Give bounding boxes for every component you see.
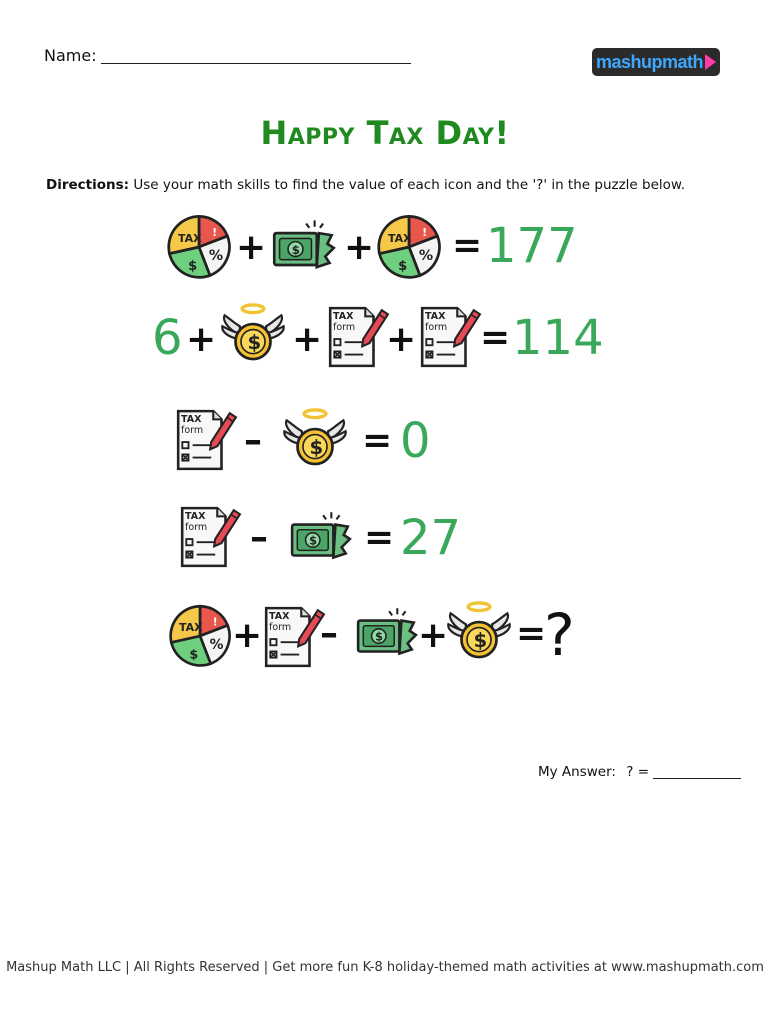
result-number: 0 <box>400 413 431 469</box>
form-label-tax: TAX <box>425 311 446 322</box>
tax-form-icon <box>324 304 390 370</box>
plus-operator: + <box>292 319 323 360</box>
equation-row-3 <box>0 405 770 485</box>
form-label-form: form <box>269 622 292 633</box>
answer-field[interactable] <box>538 764 741 780</box>
angel-coin-icon <box>280 405 350 475</box>
logo-text-mashup: mashup <box>595 51 662 72</box>
tax-form-icon <box>260 604 326 670</box>
cash-bill-icon <box>288 506 354 572</box>
question-mark: ? <box>544 601 575 669</box>
tax-pie-chart-icon <box>164 212 234 282</box>
tax-form-icon <box>416 304 482 370</box>
form-label-tax: TAX <box>333 311 354 322</box>
plus-operator: + <box>186 319 217 360</box>
tax-form-icon <box>176 504 242 570</box>
tax-pie-label: TAX <box>179 621 203 634</box>
angel-coin-icon <box>444 598 514 668</box>
tax-pie-chart-icon <box>374 212 444 282</box>
directions-label: Directions: <box>46 177 130 193</box>
equation-row-5 <box>0 598 770 678</box>
tax-form-icon <box>172 407 238 473</box>
equation-row-2 <box>0 300 770 380</box>
minus-operator: – <box>320 613 338 654</box>
minus-operator: – <box>250 517 268 558</box>
equals-operator: = <box>516 613 547 654</box>
footer-text: Mashup Math LLC | All Rights Reserved | Get more fun K-8 holiday-themed math activities at www.mashupmath.com <box>6 960 764 975</box>
form-label-form: form <box>425 322 448 333</box>
cash-bill-icon <box>270 214 338 282</box>
directions-text: Use your math skills to find the value of each icon and the '?' in the puzzle below. <box>133 177 686 193</box>
equals-operator: = <box>452 225 483 266</box>
result-number: 114 <box>512 310 604 366</box>
equation-row-4 <box>0 500 770 580</box>
play-triangle-icon <box>705 54 716 70</box>
page-title: Happy Tax Day! <box>260 114 510 152</box>
angel-coin-icon <box>218 300 288 370</box>
name-label: Name: <box>44 46 97 65</box>
plus-operator: + <box>344 227 375 268</box>
tax-pie-label: TAX <box>388 232 412 245</box>
equals-operator: = <box>362 420 393 461</box>
form-label-tax: TAX <box>269 611 290 622</box>
cash-bill-icon <box>354 602 420 668</box>
plus-operator: + <box>232 615 263 656</box>
form-label-form: form <box>181 425 204 436</box>
equation-row-1 <box>0 210 770 290</box>
result-number: 177 <box>486 218 578 274</box>
mashupmath-logo <box>592 48 720 76</box>
form-label-tax: TAX <box>185 511 206 522</box>
tax-pie-label: TAX <box>178 232 202 245</box>
minus-operator: – <box>244 420 262 461</box>
logo-text-math: math <box>662 51 704 72</box>
name-blank[interactable] <box>101 63 411 64</box>
answer-label: My Answer: <box>538 764 616 780</box>
directions <box>46 177 685 193</box>
answer-blank[interactable] <box>653 778 741 779</box>
form-label-form: form <box>333 322 356 333</box>
answer-expression: ? = <box>626 764 650 780</box>
form-label-tax: TAX <box>181 414 202 425</box>
equals-operator: = <box>364 517 395 558</box>
plus-operator: + <box>418 615 449 656</box>
lead-number: 6 <box>152 310 183 366</box>
equals-operator: = <box>480 317 511 358</box>
form-label-form: form <box>185 522 208 533</box>
plus-operator: + <box>386 319 417 360</box>
plus-operator: + <box>236 227 267 268</box>
tax-pie-chart-icon <box>166 602 234 670</box>
name-field[interactable] <box>44 46 411 65</box>
result-number: 27 <box>400 510 462 566</box>
